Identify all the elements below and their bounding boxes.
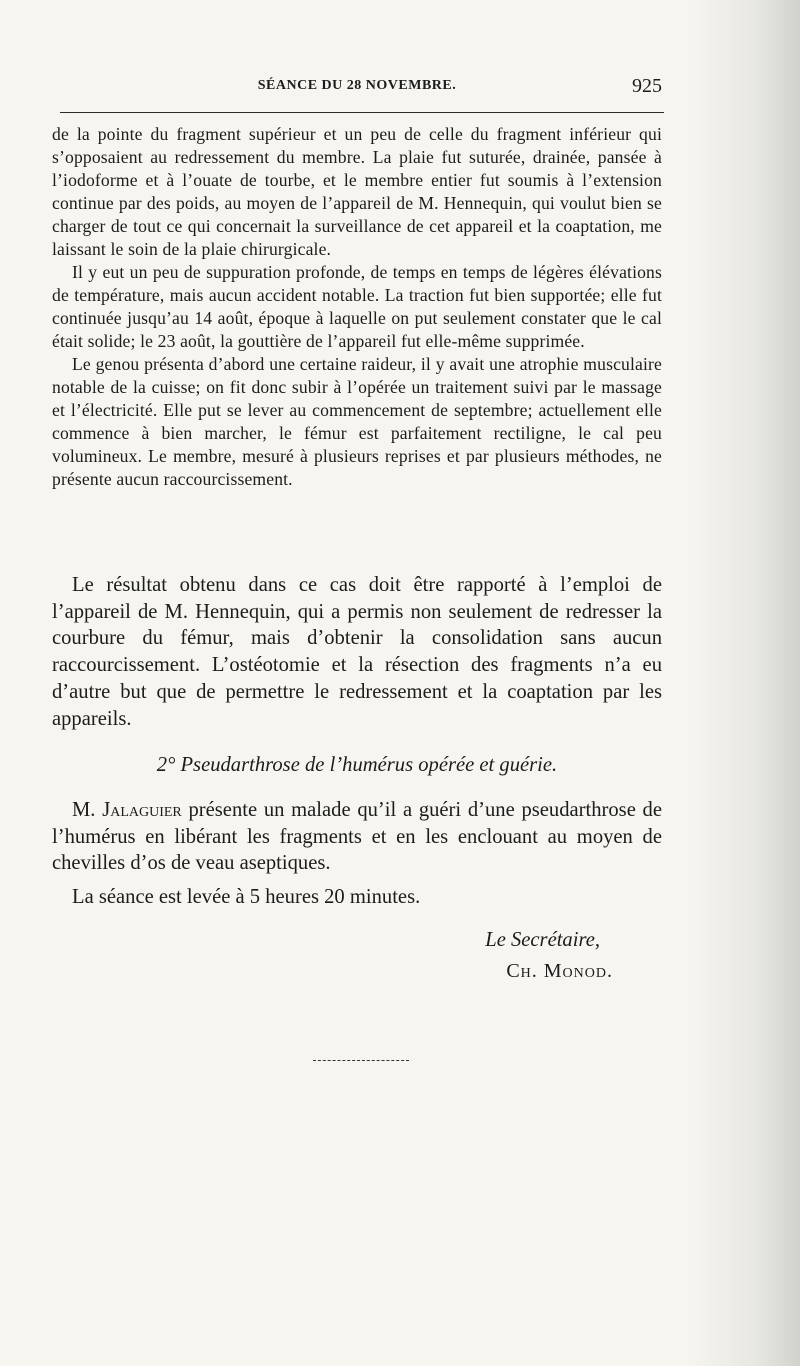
paragraph-operation: de la pointe du fragment supérieur et un peu de celle du fragment inférieur qui s’opposaient au redressement du membre. La plaie fut suturée, drainée, pansée à l’iodoforme et à l’ouate de tourbe, et le membre entier fut soumis à l’extension continue par des poids, au moyen de l’appareil de M. Hennequin, qui voulut bien se charger de tout ce qui concernait la surveillance de cet appareil et la coaptation, me laissant le soin de la plaie chirurgicale.: [52, 124, 662, 259]
paragraph-conclusion: Le résultat obtenu dans ce cas doit être rapporté à l’emploi de l’appareil de M. Hennequin, qui a permis non seulement de redresser la courbure du fémur, mais d’obtenir la consolidation sans aucun raccourcissement. L’ostéotomie et la résection des fragments n’a eu d’autre but que de permettre le redressement et la coaptation par les appareils.: [52, 574, 662, 730]
running-head: SÉANCE DU 28 NOVEMBRE.: [257, 78, 457, 93]
header-rule: [60, 112, 664, 113]
section-heading: 2° Pseudarthrose de l’humérus opérée et guérie.: [156, 754, 558, 776]
end-rule: [313, 1060, 409, 1061]
jalaguier-name: Jalaguier: [102, 799, 182, 821]
closing-line: La séance est levée à 5 heures 20 minutes.: [72, 886, 421, 908]
paragraph-jalaguier: [52, 797, 662, 877]
page-header: [52, 75, 662, 102]
paragraph-knee: Le genou présenta d’abord une certaine raideur, il y avait une atrophie musculaire notable de la cuisse; on fit donc subir à l’opérée un traitement suivi par le massage et l’électricité. Elle put se lever au commencement de septembre; actuellement elle commence à bien marcher, le fémur est parfaitement rectiligne, le cal peu volumineux. Le membre, mesuré à plusieurs reprises et par plusieurs méthodes, ne présente aucun raccourcissement.: [52, 354, 662, 489]
page-edge-shading: [690, 0, 800, 1366]
conclusion-text: [52, 572, 662, 732]
jalaguier-prefix: M.: [72, 799, 96, 821]
jalaguier-report: [52, 797, 662, 877]
secretary-name: Ch. Monod.: [506, 960, 613, 982]
page-number: 925: [632, 75, 662, 97]
paragraph-suppuration: Il y eut un peu de suppuration profonde, de temps en temps de légères élévations de température, mais aucun accident notable. La traction fut bien supportée; elle fut continuée jusqu’au 14 août, époque à laquelle on put seulement constater que le cal était solide; le 23 août, la gouttière de l’appareil fut elle-même supprimée.: [52, 262, 662, 351]
jalaguier-text: présente un malade qu’il a guéri d’une pseudarthrose de l’humérus en libérant les fragments et en les enclouant au moyen de chevilles d’os de veau aseptiques.: [52, 799, 662, 875]
secretary-title: Le Secrétaire,: [485, 929, 600, 951]
case-report-text: [52, 123, 662, 491]
